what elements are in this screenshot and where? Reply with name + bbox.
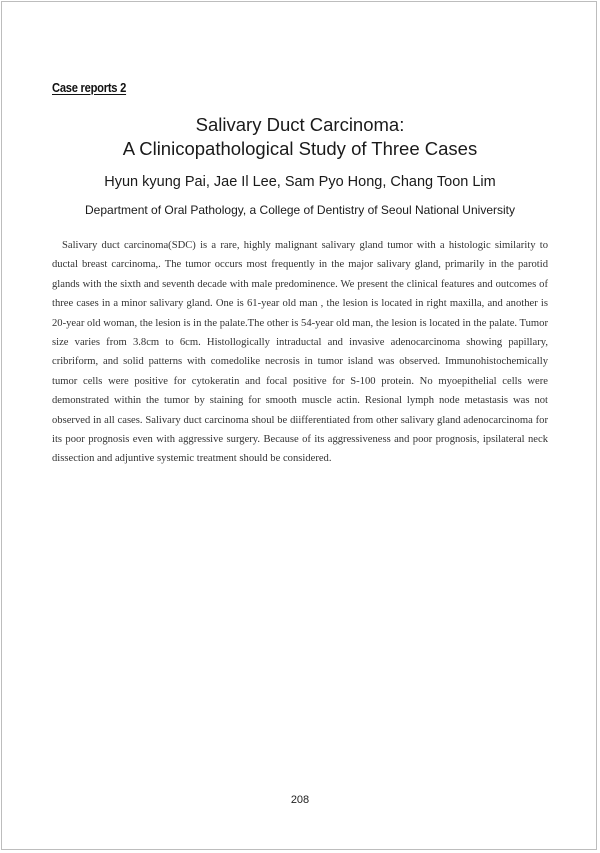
paper-title-line-1: Salivary Duct Carcinoma:	[195, 114, 405, 135]
author-list: Hyun kyung Pai, Jae Il Lee, Sam Pyo Hong, Chang Toon Lim	[104, 174, 496, 190]
section-label: Case reports 2	[52, 80, 127, 95]
abstract-text: Salivary duct carcinoma(SDC) is a rare, highly malignant salivary gland tumor with a histologic similarity to ductal breast carcinoma,. The tumor occurs most frequently in the major salivary gland, primarily in the parotid glands with the sixth and seventh decade with male predominence. We present the clinical features and outcomes of three cases in a minor salivary gland. One is 61-year old man , the lesion is located in right maxilla, and another is 20-year old woman, the lesion is in the palate.The other is 54-year old man, the lesion is located in the palate. Tumor size varies from 3.8cm to 6cm. Histollogically intraductal and invasive adenocarcinoma showing papillary, cribriform, and solid patterns with comedolike necrosis in tumor island was observed. Immunohistochemically tumor cells were positive for cytokeratin and focal positive for S-100 protein. No myoepithelial cells were demonstrated within the tumor by staining for smooth muscle actin. Resional lymph node metastasis was not observed in all cases. Salivary duct carcinoma shoul be diifferentiated from other salivary gland adenocarcinoma for its poor prognosis even with aggressive surgery. Because of its aggressiveness and poor prognosis, ipsilateral neck dissection and adjuntive systemic treatment should be considered.	[52, 240, 548, 465]
page-number: 208	[290, 794, 310, 806]
paper-title	[0, 113, 600, 161]
paper-title-line-2: A Clinicopathological Study of Three Cases	[122, 138, 478, 159]
affiliation: Department of Oral Pathology, a College of Dentistry of Seoul National University	[85, 203, 515, 217]
